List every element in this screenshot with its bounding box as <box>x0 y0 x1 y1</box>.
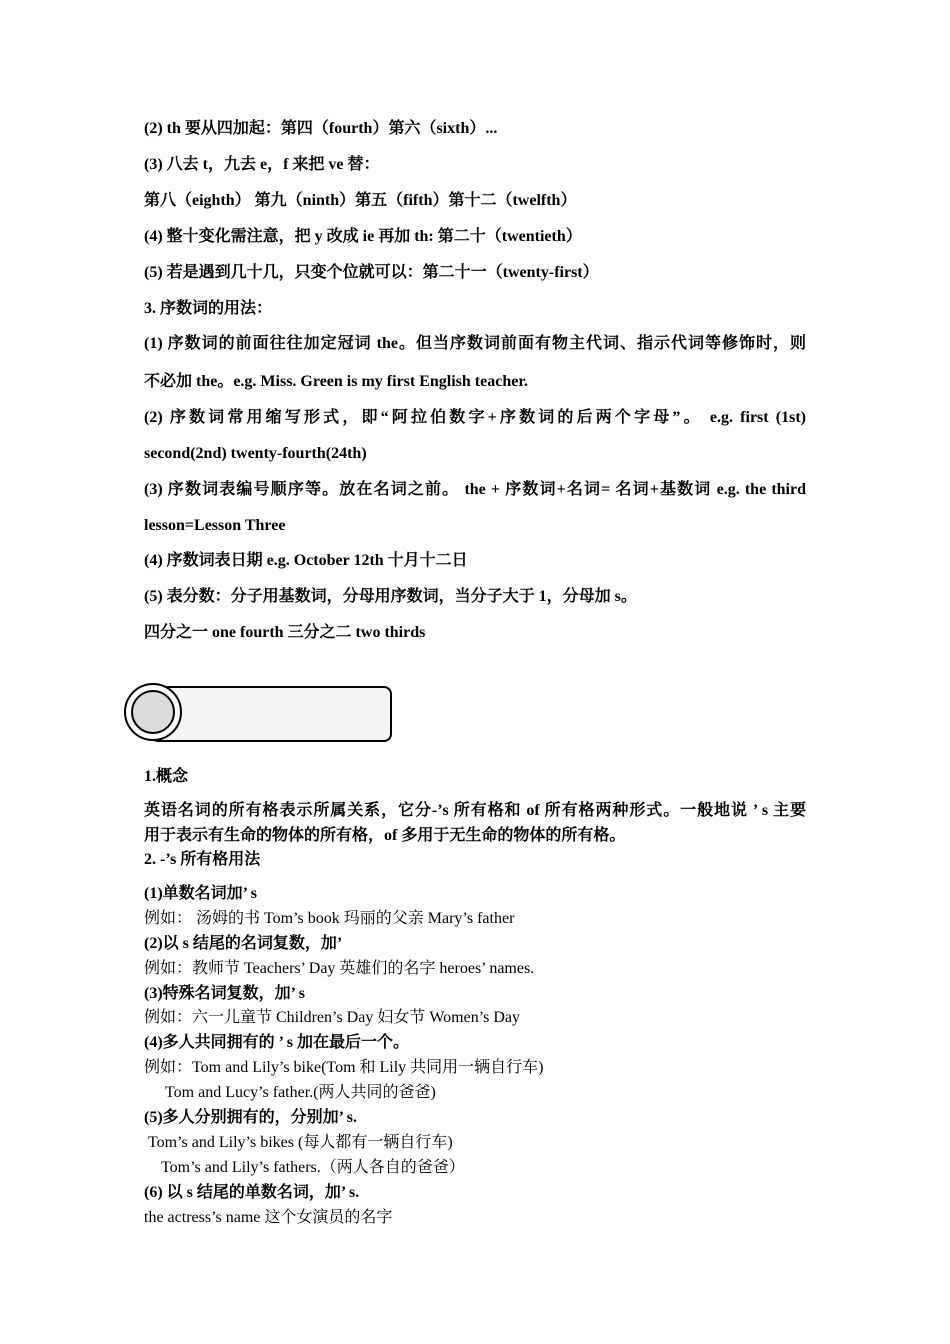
banner-box <box>150 686 392 742</box>
ordinal-rule-5: (5) 若是遇到几十几，只变个位就可以：第二十一（twenty-first） <box>144 264 599 281</box>
possessive-rule-4-example-2: Tom and Lucy’s father.(两人共同的爸爸) <box>165 1084 436 1101</box>
possessive-rule-6-example: the actress’s name 这个女演员的名字 <box>144 1209 393 1226</box>
ordinal-usage-3-line1: (3) 序数词表编号顺序等。放在名词之前。 the + 序数词+名词= 名词+基数词 e.g. the third <box>144 481 806 498</box>
possessive-concept-heading: 1.概念 <box>144 768 189 785</box>
possessive-concept-line1: 英语名词的所有格表示所属关系，它分-’s 所有格和 of 所有格两种形式。一般地说 ’ s 主要 <box>144 802 806 819</box>
possessive-rule-6: (6) 以 s 结尾的单数名词，加’ s. <box>144 1184 360 1201</box>
ordinal-usage-1-line2: 不必加 the。e.g. Miss. Green is my first English teacher. <box>144 373 528 390</box>
possessive-rule-1-example: 例如： 汤姆的书 Tom’s book 玛丽的父亲 Mary’s father <box>144 910 515 927</box>
possessive-rule-2-example: 例如：教师节 Teachers’ Day 英雄们的名字 heroes’ names. <box>144 960 535 977</box>
ordinal-rule-3: (3) 八去 t，九去 e，f 来把 ve 替： <box>144 156 380 173</box>
ordinal-usage-3-line2: lesson=Lesson Three <box>144 517 286 534</box>
ordinal-usage-heading: 3. 序数词的用法： <box>144 300 273 317</box>
ordinal-rule-3-examples: 第八（eighth） 第九（ninth）第五（fifth）第十二（twelfth） <box>144 192 577 209</box>
ordinal-rule-2: (2) th 要从四加起：第四（fourth）第六（sixth）... <box>144 120 498 137</box>
possessive-usage-heading: 2. -’s 所有格用法 <box>144 851 261 868</box>
ordinal-rule-4: (4) 整十变化需注意，把 y 改成 ie 再加 th: 第二十（twentieth） <box>144 228 582 245</box>
ordinal-usage-2-line2: second(2nd) twenty-fourth(24th) <box>144 445 367 462</box>
banner-circle-inner <box>131 690 175 734</box>
possessive-rule-3: (3)特殊名词复数，加’ s <box>144 985 306 1002</box>
possessive-rule-5: (5)多人分别拥有的，分别加’ s. <box>144 1109 358 1126</box>
possessive-rule-5-example-2: Tom’s and Lily’s fathers.（两人各自的爸爸） <box>161 1159 465 1176</box>
possessive-concept-line2: 用于表示有生命的物体的所有格，of 多用于无生命的物体的所有格。 <box>144 827 626 844</box>
ordinal-fractions: 四分之一 one fourth 三分之二 two thirds <box>144 624 426 641</box>
ordinal-usage-4: (4) 序数词表日期 e.g. October 12th 十月十二日 <box>144 552 468 569</box>
banner-circle-icon <box>124 683 182 741</box>
possessive-rule-3-example: 例如：六一儿童节 Children’s Day 妇女节 Women’s Day <box>144 1009 521 1026</box>
possessive-rule-4: (4)多人共同拥有的 ’ s 加在最后一个。 <box>144 1034 410 1051</box>
section-banner <box>124 683 392 742</box>
possessive-rule-5-example-1: Tom’s and Lily’s bikes (每人都有一辆自行车) <box>148 1134 453 1151</box>
ordinal-usage-5: (5) 表分数：分子用基数词，分母用序数词，当分子大于 1，分母加 s。 <box>144 588 637 605</box>
possessive-rule-2: (2)以 s 结尾的名词复数，加’ <box>144 935 343 952</box>
possessive-rule-1: (1)单数名词加’ s <box>144 885 258 902</box>
ordinal-usage-2-line1: (2) 序数词常用缩写形式，即“阿拉伯数字+序数词的后两个字母”。 e.g. first (1st) <box>144 409 806 426</box>
possessive-rule-4-example-1: 例如：Tom and Lily’s bike(Tom 和 Lily 共同用一辆自行车) <box>144 1059 544 1076</box>
ordinal-usage-1-line1: (1) 序数词的前面往往加定冠词 the。但当序数词前面有物主代词、指示代词等修饰时，则 <box>144 335 806 352</box>
